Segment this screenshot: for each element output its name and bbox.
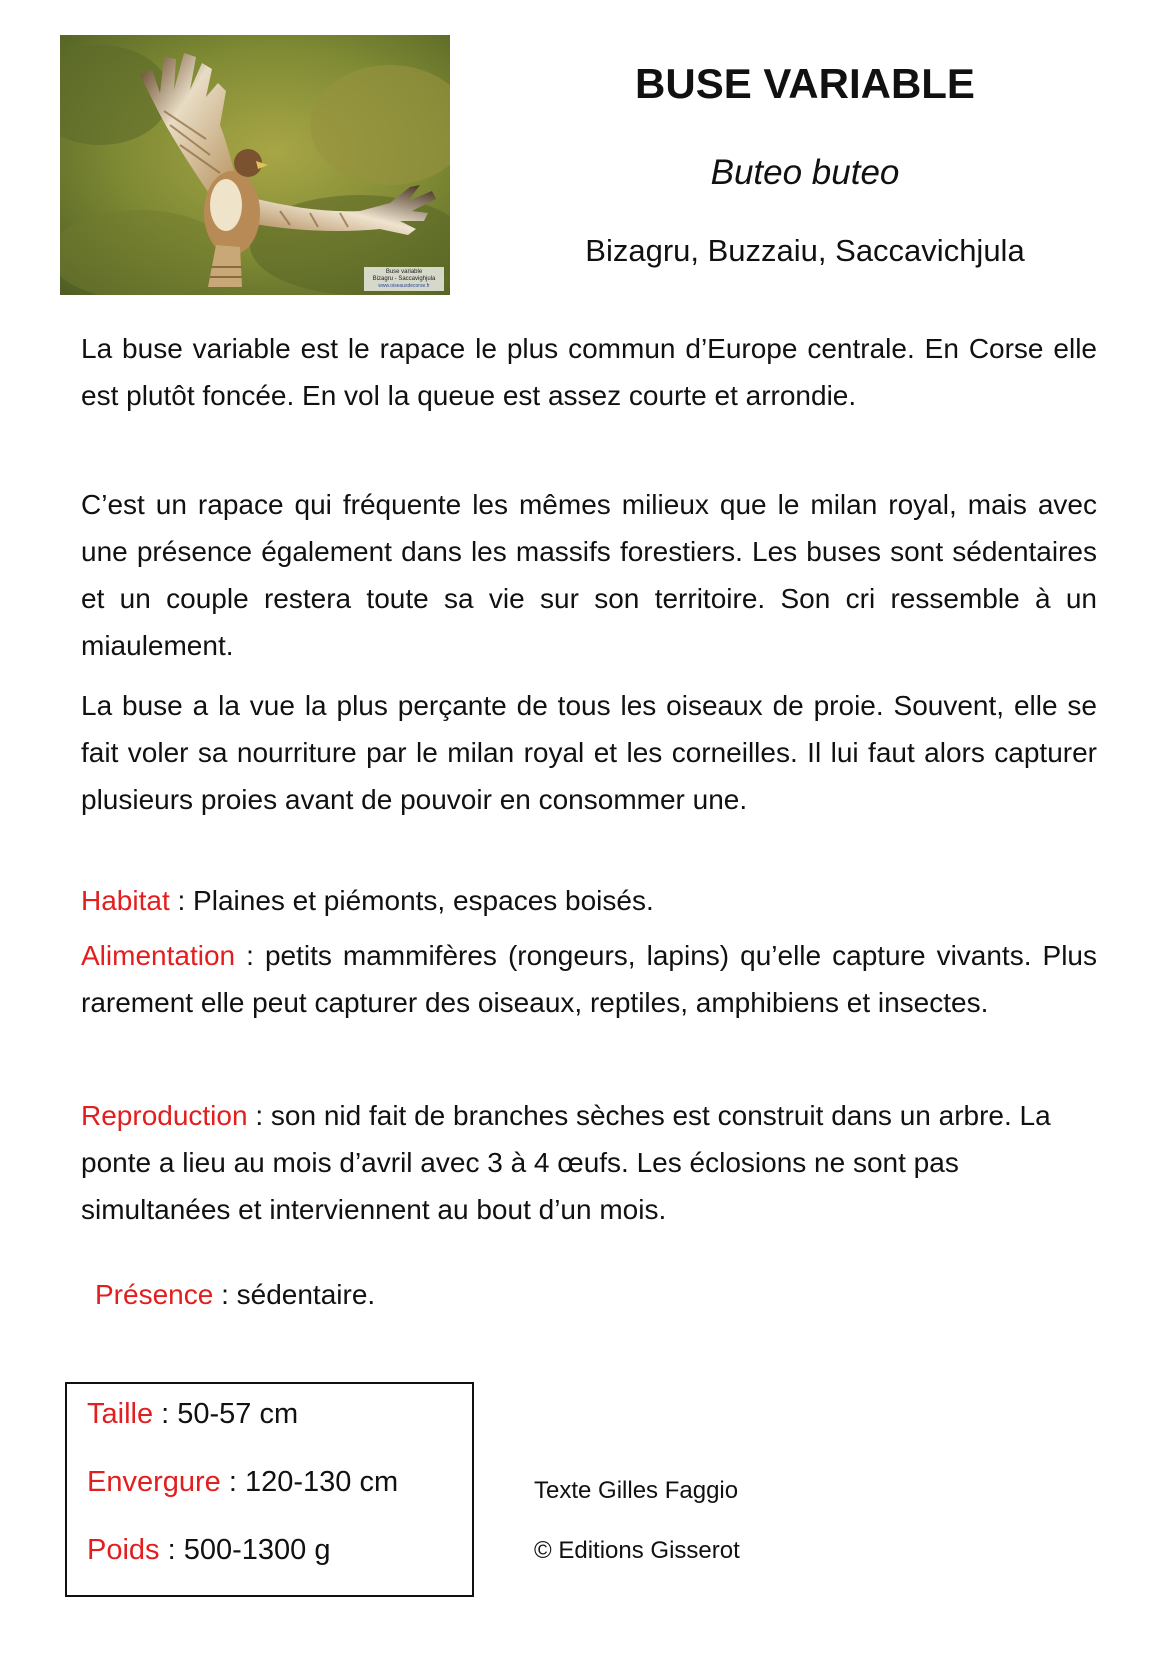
photo-watermark: [364, 267, 444, 291]
alimentation-section: [81, 932, 1097, 1026]
envergure-row: [87, 1466, 398, 1499]
habitat-text: : Plaines et piémonts, espaces boisés.: [169, 885, 654, 916]
reproduction-label: Reproduction: [81, 1100, 248, 1131]
habitat-section: [81, 877, 1097, 924]
measurements-box: [65, 1382, 474, 1597]
poids-row: [87, 1534, 330, 1567]
buzzard-photo: [60, 35, 450, 295]
envergure-value: : 120-130 cm: [220, 1466, 399, 1498]
buzzard-in-flight-image: [60, 35, 450, 295]
publisher-credit: © Editions Gisserot: [534, 1537, 740, 1564]
habitat-label: Habitat: [81, 885, 170, 916]
presence-text: : sédentaire.: [213, 1279, 376, 1310]
reproduction-text: : son nid fait de branches sèches est construit dans un arbre. La ponte a lieu au mois d’avril avec 3 à 4 œufs. Les éclosions ne sont pas simultanées et interviennent au bout d’un mois.: [81, 1100, 1051, 1225]
taille-value: : 50-57 cm: [153, 1398, 299, 1430]
alimentation-label: Alimentation: [81, 940, 236, 971]
intro-paragraph: La buse variable est le rapace le plus commun d’Europe centrale. En Corse elle est plutôt foncée. En vol la queue est assez courte et arrondie.: [81, 333, 1097, 411]
latin-name: Buteo buteo: [710, 153, 900, 192]
poids-label: Poids: [87, 1534, 160, 1566]
vision-paragraph: La buse a la vue la plus perçante de tous les oiseaux de proie. Souvent, elle se fait voler sa nourriture par le milan royal et les corneilles. Il lui faut alors capturer plusieurs proies avant de pouvoir en consommer une.: [81, 690, 1097, 815]
page-title: BUSE VARIABLE: [635, 60, 975, 107]
envergure-label: Envergure: [87, 1466, 221, 1498]
presence-section: [95, 1271, 1111, 1318]
poids-value: : 500-1300 g: [159, 1534, 331, 1566]
photo-caption-url: www.oiseauxdecorse.fr: [378, 283, 430, 289]
taille-row: [87, 1398, 298, 1431]
reproduction-section: [81, 1092, 1097, 1233]
author-credit: Texte Gilles Faggio: [534, 1477, 739, 1504]
photo-caption-names: Bizagru - Saccavighjula: [372, 275, 436, 282]
alimentation-text: : petits mammifères (rongeurs, lapins) qu’elle capture vivants. Plus rarement elle peut capturer des oiseaux, reptiles, amphibiens et insectes.: [81, 940, 1097, 1018]
local-names: Bizagru, Buzzaiu, Saccavichjula: [585, 233, 1025, 268]
presence-label: Présence: [95, 1279, 214, 1310]
photo-caption-title: Buse variable: [385, 268, 423, 275]
taille-label: Taille: [87, 1398, 154, 1430]
habitat-description-paragraph: C’est un rapace qui fréquente les mêmes milieux que le milan royal, mais avec une présence également dans les massifs forestiers. Les buses sont sédentaires et un couple restera toute sa vie sur son territoire. Son cri ressemble à un miaulement.: [81, 489, 1097, 661]
